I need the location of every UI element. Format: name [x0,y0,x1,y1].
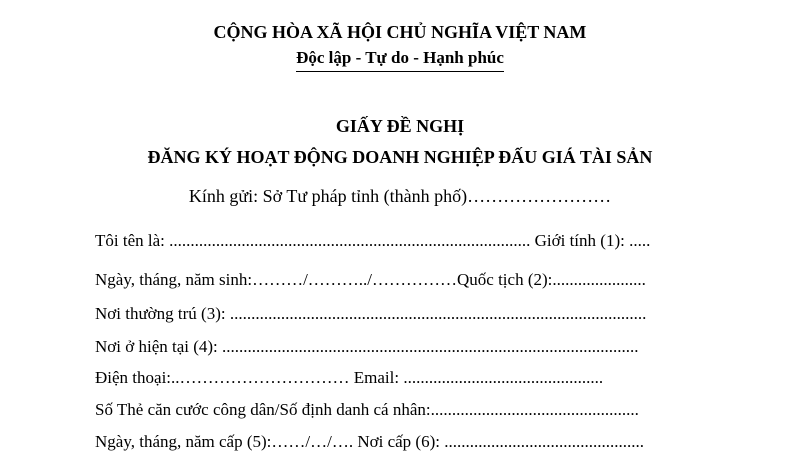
name-gender-line: Tôi tên là: ..................................................................................... Giới tính (1): ..... [95,231,651,250]
document-subtitle: ĐĂNG KÝ HOẠT ĐỘNG DOANH NGHIỆP ĐẤU GIÁ TÀI SẢN [147,147,653,167]
issue-date-place-line: Ngày, tháng, năm cấp (5):……/…/…. Nơi cấp (6): ............................................... [95,432,644,451]
recipient-line: Kính gửi: Sở Tư pháp tỉnh (thành phố)…………………… [188,186,612,206]
permanent-residence-line: Nơi thường trú (3): .................................................................................................. [95,304,647,323]
national-motto: Độc lập - Tự do - Hạnh phúc [296,48,504,72]
document-title: GIẤY ĐỀ NGHỊ [335,116,465,136]
current-address-line: Nơi ở hiện tại (4): .................................................................................................. [95,337,639,356]
motto-container [0,48,800,72]
phone-email-line: Điện thoại:..………………………… Email: ............................................... [95,368,604,387]
dob-nationality-line: Ngày, tháng, năm sinh:………/………../……………Quốc tịch (2):...................... [95,270,646,289]
national-title: CỘNG HÒA XÃ HỘI CHỦ NGHĨA VIỆT NAM [213,22,587,42]
id-number-line: Số Thẻ căn cước công dân/Số định danh cá nhân:................................................. [95,400,639,419]
